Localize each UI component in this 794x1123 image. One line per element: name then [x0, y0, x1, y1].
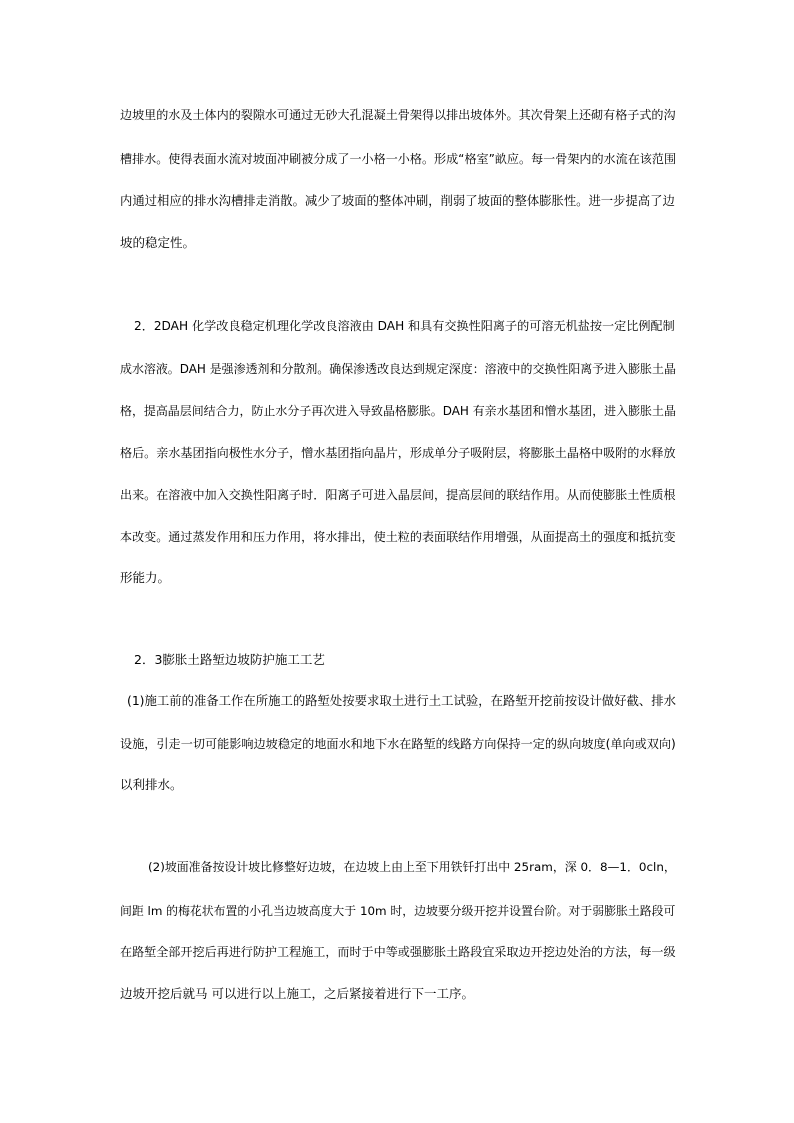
text-line: 设施，引走一切可能影响边坡稳定的地面水和地下水在路堑的线路方向保持一定的纵向坡度(单向或双向): [120, 737, 676, 751]
text-line: (2)坡面准备按设计坡比修整好边坡，在边坡上由上至下用铁钎打出中 25ram，深 0．8—1．0cln，: [148, 860, 676, 874]
section-heading: 2．3膨胀土路堑边坡防护施工工艺: [134, 652, 325, 667]
text-line: 格后。亲水基团指向极性水分子，憎水基团指向晶片，形成单分子吸附层，将膨胀土晶格中吸附的水释放: [120, 446, 676, 460]
text-line: 格，提高晶层间结合力，防止水分子再次进入导致晶格膨胀。DAH 有亲水基团和憎水基团，进入膨胀土晶: [120, 404, 676, 418]
text-line: 在路堑全部开挖后再进行防护工程施工，而时于中等或强膨胀土路段宜采取边开挖边处治的方法，每一级: [120, 945, 676, 959]
text-line: 间距 lm 的梅花状布置的小孔当边坡高度大于 10m 时，边坡要分级开挖并设置台阶。对于弱膨胀土路段可: [120, 904, 676, 918]
text-line: 出来。在溶液中加入交换性阳离子时．阳离子可进入晶层间，提高层间的联结作用。从而使膨胀土性质根: [120, 488, 676, 502]
text-line: 边坡开挖后就马 可以进行以上施工，之后紧接着进行下一工序。: [120, 986, 474, 1001]
text-line: (1)施工前的准备工作在所施工的路堑处按要求取土进行土工试验，在路堑开挖前按设计做好截、排水: [127, 694, 676, 708]
text-line: 内通过相应的排水沟槽排走消散。减少了坡面的整体冲刷，削弱了坡面的整体膨胀性。进一步提高了边: [120, 194, 675, 208]
text-line: 形能力。: [120, 570, 171, 585]
text-line: 成水溶液。DAH 是强渗透剂和分散剂。确保渗透改良达到规定深度：溶液中的交换性阳离予进入膨胀土晶: [120, 362, 676, 376]
text-line: 坡的稳定性。: [120, 235, 196, 250]
text-line: 槽排水。使得表面水流对坡面冲刷被分成了一小格一小格。形成“格室”畝应。每一骨架内的水流在该范围: [120, 152, 677, 166]
text-line: 边坡里的水及土体内的裂隙水可通过无砂大孔混凝土骨架得以排出坡体外。其次骨架上还砌有格子式的沟: [120, 108, 676, 122]
text-line: 2．2DAH 化学改良稳定机理化学改良溶液由 DAH 和具有交换性阳离子的可溶无机盐按一定比例配制: [134, 319, 675, 333]
text-line: 本改变。通过蒸发作用和压力作用，将水排出，使土粒的表面联结作用增强，从面提高土的强度和抵抗变: [120, 530, 676, 544]
text-line: 以利排水。: [120, 777, 183, 792]
